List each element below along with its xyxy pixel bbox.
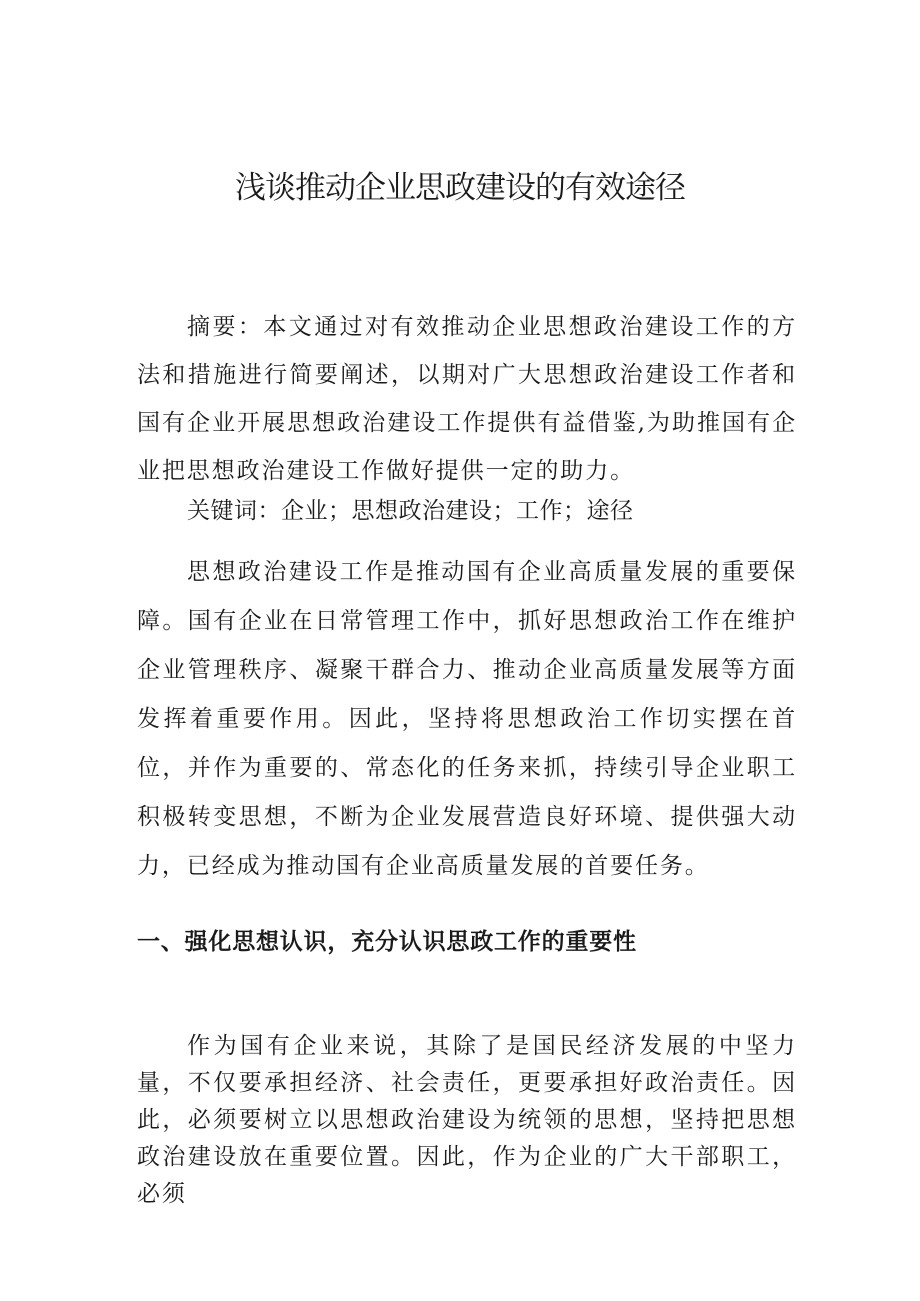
section-paragraph: 作为国有企业来说，其除了是国民经济发展的中坚力量，不仅要承担经济、社会责任，更要承担好政治责任。因此，必须要树立以思想政治建设为统领的思想，坚持把思想政治建设放在重要位置。因此，作为企业的广大干部职工，必须 [137,1033,797,1207]
intro-paragraph: 思想政治建设工作是推动国有企业高质量发展的重要保障。国有企业在日常管理工作中，抓好思想政治工作在维护企业管理秩序、凝聚干群合力、推动企业高质量发展等方面发挥着重要作用。因此，坚持将思想政治工作切实摆在首位，并作为重要的、常态化的任务来抓，持续引导企业职工积极转变思想，不断为企业发展营造良好环境、提供强大动力，已经成为推动国有企业高质量发展的首要任务。 [137,559,797,879]
keywords-line: 关键词：企业；思想政治建设；工作；途径 [187,498,634,524]
section-heading: 一、强化思想认识，充分认识思政工作的重要性 [137,928,637,955]
abstract-paragraph: 摘要：本文通过对有效推动企业思想政治建设工作的方法和措施进行简要阐述，以期对广大思想政治建设工作者和国有企业开展思想政治建设工作提供有益借鉴,为助推国有企业把思想政治建设工作做好提供一定的助力。 [137,314,797,484]
document-title: 浅谈推动企业思政建设的有效途径 [235,170,685,206]
